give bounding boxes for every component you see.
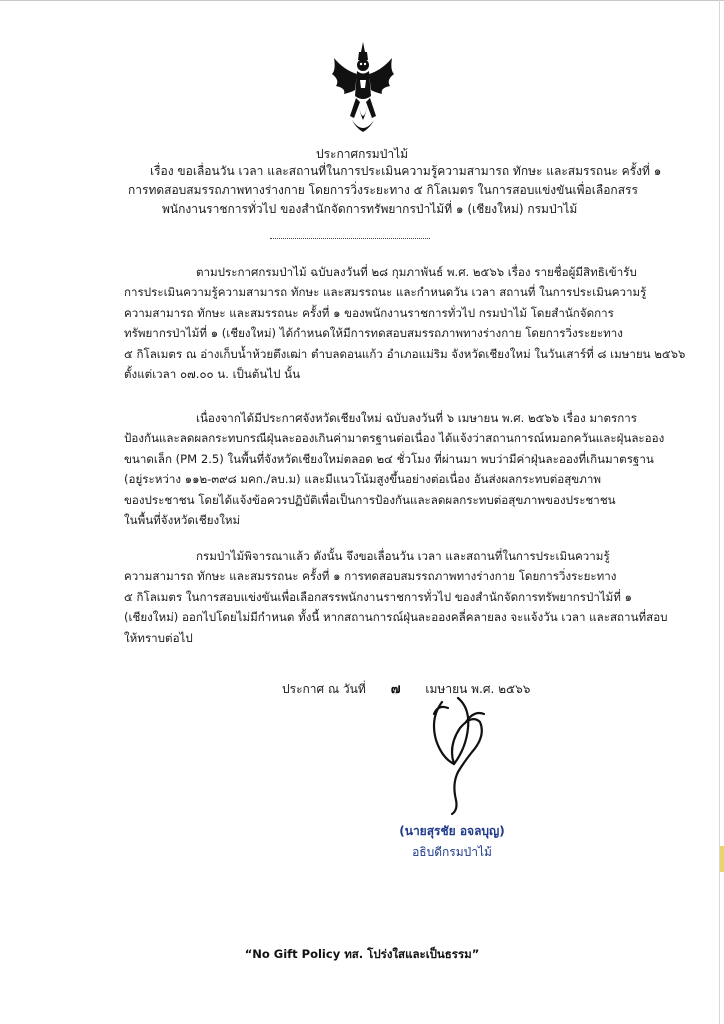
paragraph-line: (เชียงใหม่) ออกไปโดยไม่มีกำหนด ทั้งนี้ หากสถานการณ์ฝุ่นละอองคลี่คลายลง จะแจ้งวัน เวลา และสถานที่สอบ bbox=[124, 610, 668, 625]
paragraph-line: ขนาดเล็ก (PM 2.5) ในพื้นที่จังหวัดเชียงใหม่ตลอด ๒๔ ชั่วโมง ที่ผ่านมา พบว่ามีค่าฝุ่นละอองที่เกินมาตรฐาน bbox=[124, 451, 654, 466]
signer-title: อธิบดีกรมป่าไม้ bbox=[412, 845, 492, 859]
paragraph-line: ความสามารถ ทักษะ และสมรรถนะ ครั้งที่ ๑ การทดสอบสมรรถภาพทางร่างกาย โดยการวิ่งระยะทาง bbox=[124, 569, 617, 584]
subject-line: การทดสอบสมรรถภาพทางร่างกาย โดยการวิ่งระยะทาง ๕ กิโลเมตร ในการสอบแข่งขันเพื่อเลือกสรร bbox=[128, 183, 638, 197]
announcement-title: ประกาศกรมป่าไม้ bbox=[315, 147, 409, 161]
paragraph-line: ให้ทราบต่อไป bbox=[124, 630, 193, 645]
paragraph-2 bbox=[124, 408, 665, 530]
paragraph-line: ทรัพยากรป่าไม้ที่ ๑ (เชียงใหม่) ได้กำหนดให้มีการทดสอบสมรรถภาพทางร่างกาย โดยการวิ่งระยะทาง bbox=[124, 326, 623, 341]
paragraph-line: การประเมินความรู้ความสามารถ ทักษะ และสมรรถนะ และกำหนดวัน เวลา สถานที่ ในการประเมินความรู้ bbox=[124, 285, 647, 300]
handwritten-signature-icon bbox=[408, 688, 518, 818]
edge-marker bbox=[720, 846, 724, 872]
subject-line: พนักงานราชการทั่วไป ของสำนักจัดการทรัพยากรป่าไม้ที่ ๑ (เชียงใหม่) กรมป่าไม้ bbox=[162, 202, 578, 216]
signer-name: (นายสุรชัย อจลบุญ) bbox=[399, 824, 505, 838]
paragraph-line: ๕ กิโลเมตร ในการสอบแข่งขันเพื่อเลือกสรรพนักงานราชการทั่วไป ของสำนักจัดการทรัพยากรป่าไม้ที่ ๑ bbox=[124, 589, 632, 604]
paragraph-line: ตามประกาศกรมป่าไม้ ฉบับลงวันที่ ๒๘ กุมภาพันธ์ พ.ศ. ๒๕๖๖ เรื่อง รายชื่อผู้มีสิทธิเข้ารับ bbox=[196, 265, 637, 279]
paragraph-3 bbox=[124, 546, 668, 648]
paragraph-line: ในพื้นที่จังหวัดเชียงใหม่ bbox=[124, 513, 241, 528]
paragraph-1 bbox=[124, 262, 686, 384]
paragraph-line: ป้องกันและลดผลกระทบกรณีฝุ่นละอองเกินค่ามาตรฐานต่อเนื่อง ได้แจ้งว่าสถานการณ์หมอกควันและฝุ่นละออง bbox=[124, 431, 665, 446]
date-day: ๗ bbox=[390, 682, 401, 697]
paragraph-line: กรมป่าไม้พิจารณาแล้ว ดังนั้น จึงขอเลื่อนวัน เวลา และสถานที่ในการประเมินความรู้ bbox=[196, 549, 610, 563]
paragraph-line: ความสามารถ ทักษะ และสมรรถนะ ครั้งที่ ๑ ของพนักงานราชการทั่วไป กรมป่าไม้ โดยสำนักจัดการ bbox=[124, 305, 614, 320]
paragraph-line: ตั้งแต่เวลา ๐๗.๐๐ น. เป็นต้นไป นั้น bbox=[124, 367, 301, 382]
top-border bbox=[0, 0, 724, 1]
paragraph-line: ๕ กิโลเมตร ณ อ่างเก็บน้ำห้วยตึงเฒ่า ตำบลดอนแก้ว อำเภอแม่ริม จังหวัดเชียงใหม่ ในวันเสาร์ที่ ๘ เมษายน ๒๕๖๖ bbox=[124, 346, 686, 361]
footer-slogan: “No Gift Policy ทส. โปร่งใสและเป็นธรรม” bbox=[244, 947, 480, 961]
dotted-separator bbox=[270, 238, 430, 239]
subject-line: เรื่อง ขอเลื่อนวัน เวลา และสถานที่ในการประเมินความรู้ความสามารถ ทักษะ และสมรรถนะ ครั้งที่ ๑ bbox=[150, 164, 662, 178]
announcement-subject bbox=[128, 162, 662, 219]
date-month-year: เมษายน พ.ศ. ๒๕๖๖ bbox=[425, 682, 531, 696]
paragraph-line: ของประชาชน โดยได้แจ้งข้อควรปฏิบัติเพื่อเป็นการป้องกันและลดผลกระทบต่อสุขภาพของประชาชน bbox=[124, 492, 616, 507]
paragraph-line: เนื่องจากได้มีประกาศจังหวัดเชียงใหม่ ฉบับลงวันที่ ๖ เมษายน พ.ศ. ๒๕๖๖ เรื่อง มาตรการ bbox=[196, 411, 637, 425]
date-prefix: ประกาศ ณ วันที่ bbox=[282, 682, 366, 696]
garuda-emblem-icon bbox=[330, 40, 396, 140]
paragraph-line: (อยู่ระหว่าง ๑๑๒-๓๙๘ มคก./ลบ.ม) และมีแนวโน้มสูงขึ้นอย่างต่อเนื่อง อันส่งผลกระทบต่อสุขภาพ bbox=[124, 472, 601, 487]
